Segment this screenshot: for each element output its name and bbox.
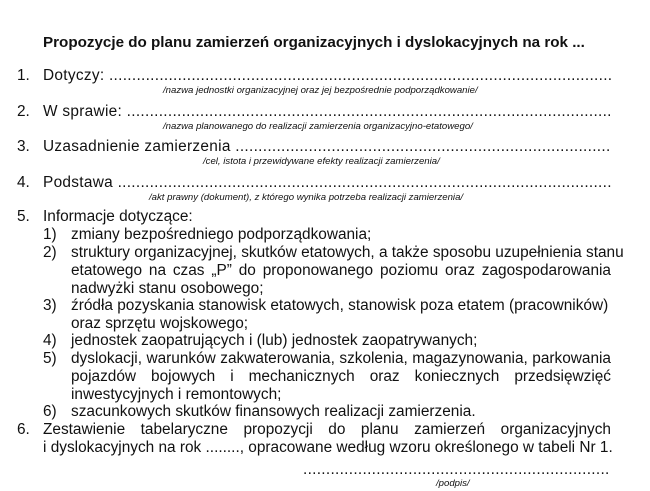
item-uzasadnienie: Uzasadnienie zamierzenia .................................................................................. — [43, 138, 611, 155]
item-informacje-label: Informacje dotyczące: — [43, 208, 193, 225]
item-dotyczy: Dotyczy: .............................................................................................................. — [43, 67, 613, 84]
item-number-3: 3. — [17, 138, 30, 155]
item-zestawienie-text — [43, 421, 611, 457]
subitem-number-5: 5) — [43, 350, 57, 367]
subitem-number-1: 1) — [43, 226, 57, 243]
subitem-5-line-2: pojazdów bojowych i mechanicznych oraz koniecznych przedsięwzięć — [71, 368, 611, 385]
signature-caption: /podpis/ — [436, 478, 470, 489]
signature-line: ................................................................... — [303, 461, 610, 478]
subitem-2-line-3: nadwyżki stanu osobowego; — [71, 280, 264, 297]
item-number-1: 1. — [17, 67, 30, 84]
item-w-sprawie: W sprawie: .......................................................................................................... — [43, 103, 612, 120]
item-number-2: 2. — [17, 103, 30, 120]
subitem-2-text — [71, 244, 624, 298]
item-number-6: 6. — [17, 421, 30, 438]
caption-dotyczy: /nazwa jednostki organizacyjnej oraz jej bezpośrednie podporządkowanie/ — [163, 85, 478, 96]
caption-podstawa: /akt prawny (dokument), z którego wynika potrzeba realizacji zamierzenia/ — [149, 192, 464, 203]
document-title: Propozycje do planu zamierzeń organizacyjnych i dyslokacyjnych na rok ... — [43, 34, 585, 51]
caption-w-sprawie: /nazwa planowanego do realizacji zamierzenia organizacyjno-etatowego/ — [163, 121, 473, 132]
subitem-6-line-1: szacunkowych skutków finansowych realizacji zamierzenia. — [71, 403, 476, 420]
subitem-3-line-1: źródła pozyskania stanowisk etatowych, stanowisk poza etatem (pracowników) — [71, 297, 609, 314]
subitem-3-line-2: oraz sprzętu wojskowego; — [71, 315, 249, 332]
subitem-2-line-2: etatowego na czas „P” do proponowanego poziomu oraz zagospodarowania — [71, 262, 611, 279]
subitem-1-line-1: zmiany bezpośredniego podporządkowania; — [71, 226, 372, 243]
subitem-5-line-1: dyslokacji, warunków zakwaterowania, szkolenia, magazynowania, parkowania — [71, 350, 611, 367]
subitem-2-line-1: struktury organizacyjnej, skutków etatowych, a także sposobu uzupełnienia stanu — [71, 244, 624, 261]
subitem-4-line-1: jednostek zaopatrujących i (lub) jednostek zaopatrywanych; — [71, 332, 478, 349]
item-6-line-2: i dyslokacyjnych na rok ........, opracowane według wzoru określonego w tabeli Nr 1. — [43, 439, 613, 456]
item-podstawa: Podstawa ............................................................................................................ — [43, 174, 612, 191]
item-number-4: 4. — [17, 174, 30, 191]
subitem-5-text — [71, 350, 611, 404]
subitem-number-4: 4) — [43, 332, 57, 349]
item-number-5: 5. — [17, 208, 30, 225]
subitem-number-2: 2) — [43, 244, 57, 261]
subitem-5-line-3: inwestycyjnych i remontowych; — [71, 386, 282, 403]
subitem-3-text — [71, 297, 611, 333]
subitem-number-6: 6) — [43, 403, 57, 420]
subitem-number-3: 3) — [43, 297, 57, 314]
item-6-line-1: Zestawienie tabelaryczne propozycji do planu zamierzeń organizacyjnych — [43, 421, 611, 438]
caption-uzasadnienie: /cel, istota i przewidywane efekty realizacji zamierzenia/ — [203, 156, 440, 167]
